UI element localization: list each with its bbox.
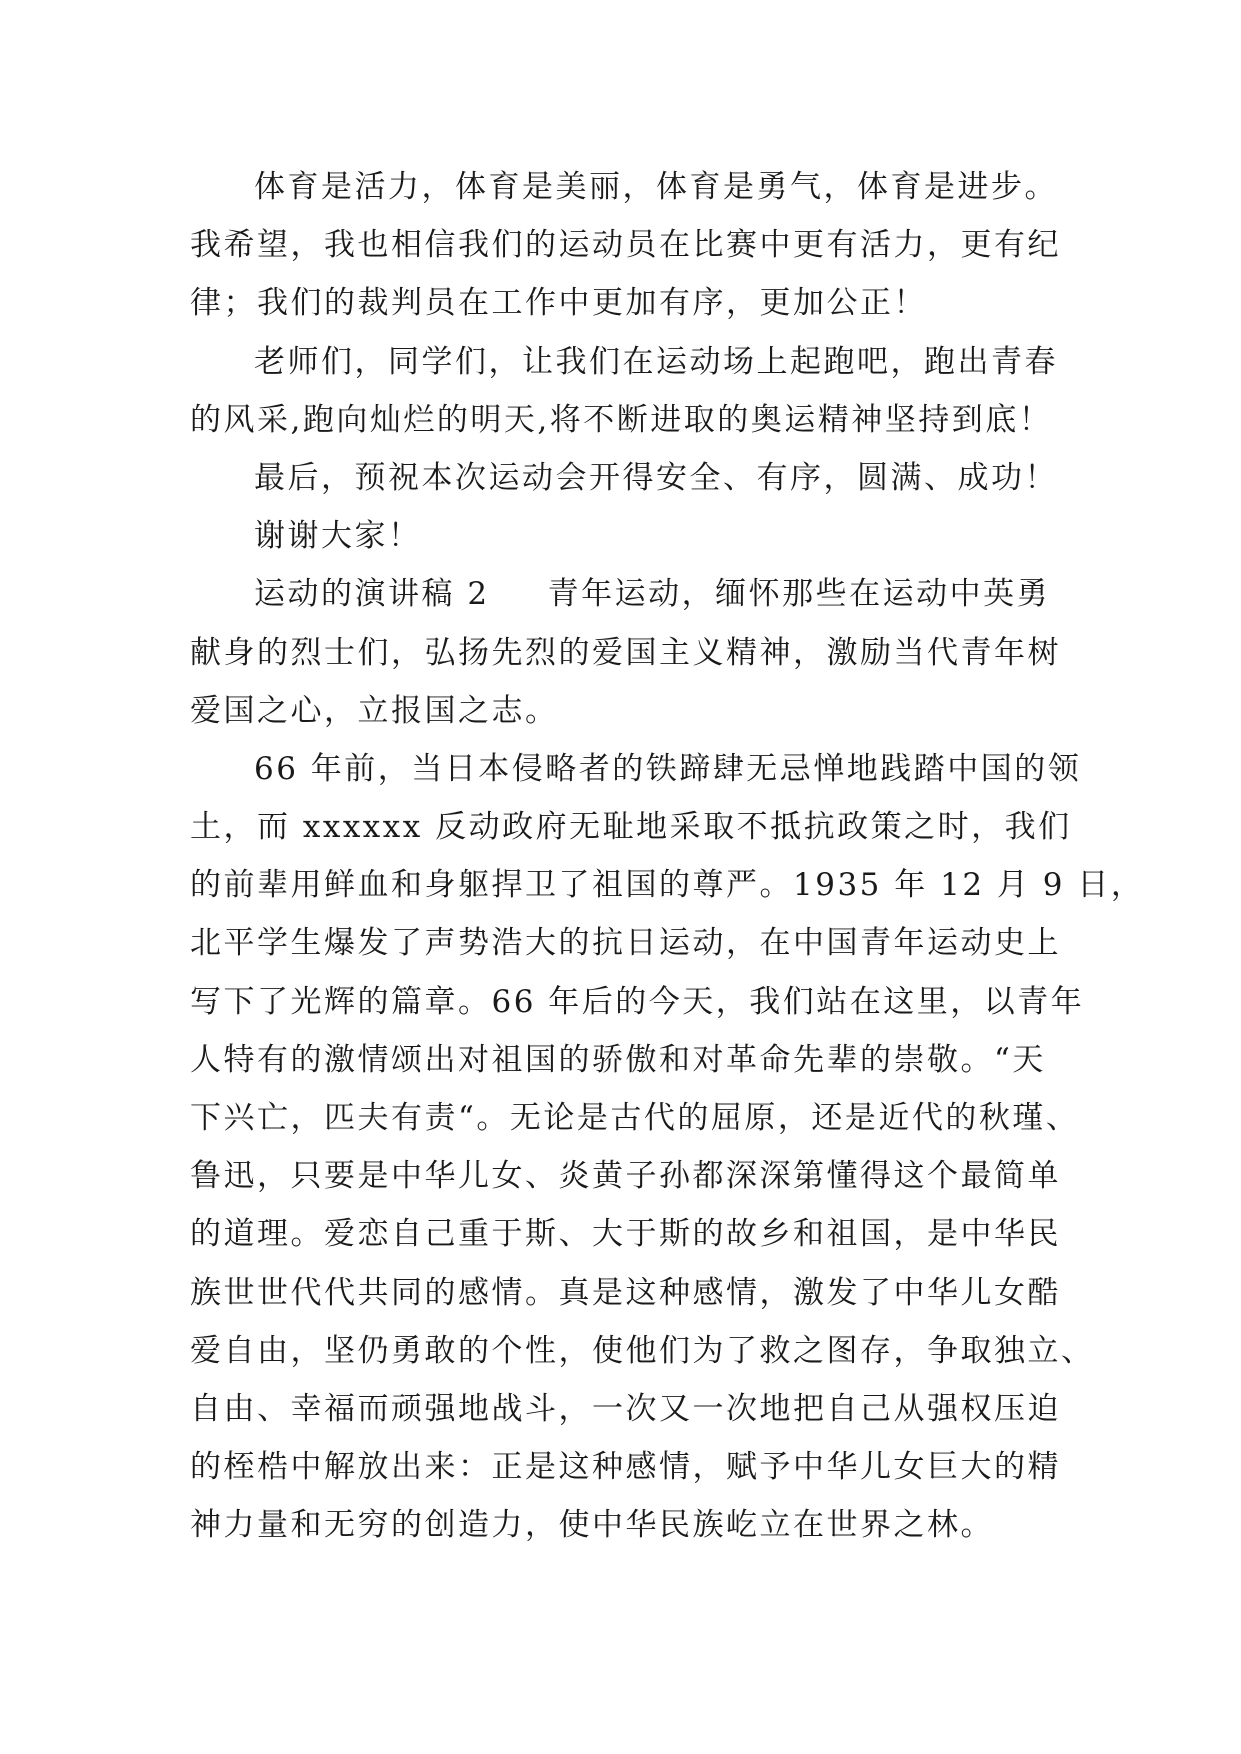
text-run: 青年运动，缅怀那些在运动中英勇 <box>547 576 1051 613</box>
text-line: 的前辈用鲜血和身躯捍卫了祖国的尊严。1935 年 12 月 9 日， <box>190 867 1145 904</box>
text-line: 神力量和无穷的创造力，使中华民族屹立在世界之林。 <box>190 1507 994 1544</box>
text-line: 的桎梏中解放出来：正是这种感情，赋予中华儿女巨大的精 <box>190 1449 1061 1486</box>
text-line: 土，而 xxxxxx 反动政府无耻地采取不抵抗政策之时，我们 <box>190 809 1072 846</box>
text-line: 爱自由，坚仍勇敢的个性，使他们为了救之图存，争取独立、 <box>190 1332 1095 1369</box>
text-line: 的道理。爱恋自己重于斯、大于斯的故乡和祖国，是中华民 <box>190 1216 1061 1253</box>
text-line: 老师们，同学们，让我们在运动场上起跑吧，跑出青春 <box>254 343 1058 380</box>
text-line: 献身的烈士们，弘扬先烈的爱国主义精神，激励当代青年树 <box>190 634 1061 671</box>
text-line: 爱国之心，立报国之志。 <box>190 692 559 729</box>
text-line: 律；我们的裁判员在工作中更加有序，更加公正！ <box>190 285 927 322</box>
text-line: 体育是活力，体育是美丽，体育是勇气，体育是进步。 <box>254 169 1058 205</box>
text-line: 我希望，我也相信我们的运动员在比赛中更有活力，更有纪 <box>190 227 1061 264</box>
section-heading-line <box>190 565 1070 623</box>
text-line: 人特有的激情颂出对祖国的骄傲和对革命先辈的崇敬。“天 <box>190 1041 1046 1078</box>
section-heading: 运动的演讲稿 2 <box>254 576 490 613</box>
text-line: 下兴亡，匹夫有责“。无论是古代的屈原，还是近代的秋瑾、 <box>190 1100 1080 1136</box>
text-line: 鲁迅，只要是中华儿女、炎黄子孙都深深第懂得这个最简单 <box>190 1158 1061 1195</box>
text-line: 的风采,跑向灿烂的明天,将不断进取的奥运精神坚持到底！ <box>190 401 1053 438</box>
document-page <box>190 158 1145 1555</box>
text-line: 自由、幸福而顽强地战斗，一次又一次地把自己从强权压迫 <box>190 1390 1061 1427</box>
text-line: 写下了光辉的篇章。66 年后的今天，我们站在这里，以青年 <box>190 983 1085 1020</box>
text-line: 谢谢大家！ <box>254 518 422 555</box>
text-line: 最后，预祝本次运动会开得安全、有序，圆满、成功！ <box>254 459 1058 496</box>
text-line: 66 年前，当日本侵略者的铁蹄肆无忌惮地践踏中国的领 <box>254 750 1082 787</box>
text-line: 北平学生爆发了声势浩大的抗日运动，在中国青年运动史上 <box>190 925 1061 962</box>
text-line: 族世世代代共同的感情。真是这种感情，激发了中华儿女酷 <box>190 1274 1061 1311</box>
